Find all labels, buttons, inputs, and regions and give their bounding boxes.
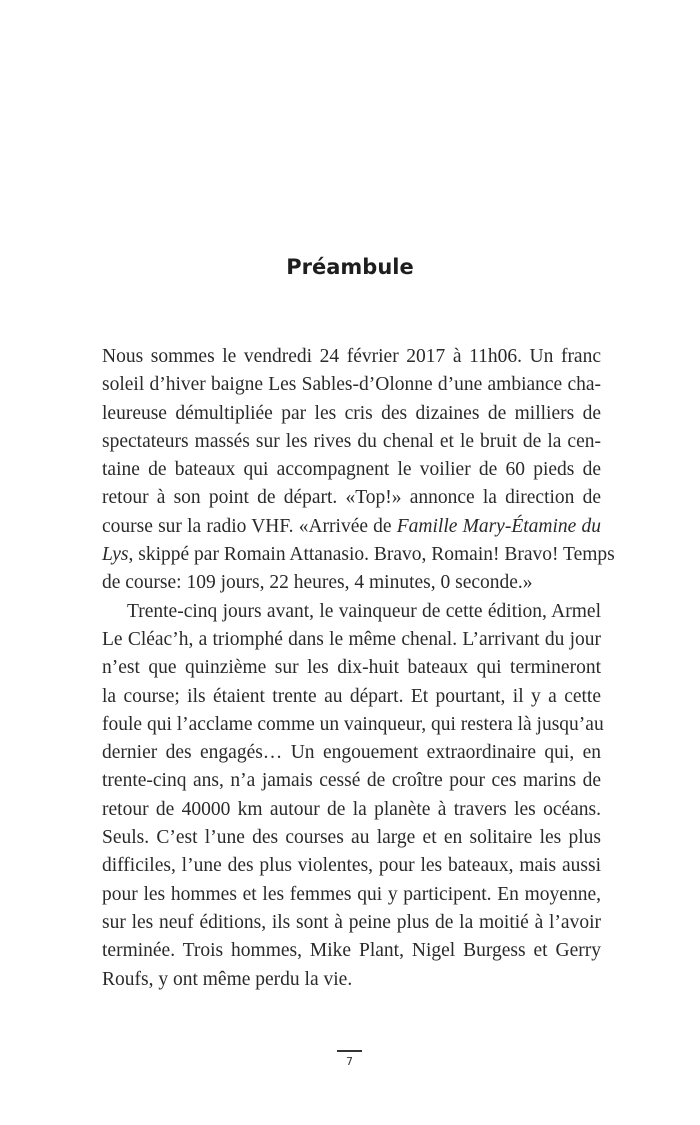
- text-line: retour de 40000 km autour de la planète à travers les océans.: [102, 798, 601, 820]
- text-line: [102, 541, 615, 569]
- text-line: difficiles, l’une des plus violentes, pour les bateaux, mais aussi: [102, 855, 601, 877]
- text-line: Le Cléac’h, a triomphé dans le même chenal. L’arrivant du jour: [102, 628, 601, 650]
- page-number: 7: [346, 1055, 353, 1068]
- text-line: pour les hommes et les femmes qui y participent. En moyenne,: [102, 883, 601, 905]
- text-segment: course sur la radio VHF. «Arrivée de: [102, 515, 397, 537]
- text-line: leureuse démultipliée par les cris des dizaines de milliers de: [102, 402, 601, 424]
- text-line: soleil d’hiver baigne Les Sables-d’Olonne d’une ambiance cha-: [102, 374, 601, 396]
- text-line: terminée. Trois hommes, Mike Plant, Nigel Burgess et Gerry: [102, 940, 601, 962]
- paragraph-2: [102, 598, 604, 994]
- text-line: sur les neuf éditions, ils sont à peine plus de la moitié à l’avoir: [102, 911, 601, 933]
- paragraph-1: [102, 343, 615, 598]
- text-line: dernier des engagés… Un engouement extraordinaire qui, en: [102, 742, 601, 764]
- chapter-title: Préambule: [286, 255, 414, 279]
- text-line: spectateurs massés sur les rives du chenal et le bruit de la cen-: [102, 430, 601, 452]
- text-line: Nous sommes le vendredi 24 février 2017 à 11h06. Un franc: [102, 346, 601, 367]
- text-line: retour à son point de départ. «Top!» annonce la direction de: [102, 487, 601, 509]
- text-line: Trente-cinq jours avant, le vainqueur de cette édition, Armel: [127, 600, 601, 622]
- text-line: Roufs, y ont même perdu la vie.: [102, 968, 353, 990]
- text-line: la course; ils étaient trente au départ. Et pourtant, il y a cette: [102, 685, 601, 707]
- text-line: [102, 513, 601, 541]
- text-line: Seuls. C’est l’une des courses au large et en solitaire les plus: [102, 827, 601, 849]
- text-segment: , skippé par Romain Attanasio. Bravo, Romain! Bravo! Temps: [128, 544, 615, 566]
- text-line: de course: 109 jours, 22 heures, 4 minutes, 0 seconde.»: [102, 572, 533, 594]
- boat-name-italic: Lys: [102, 544, 129, 566]
- text-line: n’est que quinzième sur les dix-huit bateaux qui termineront: [102, 657, 601, 679]
- text-line: trente-cinq ans, n’a jamais cessé de croître pour ces marins de: [102, 770, 601, 792]
- text-line: foule qui l’acclame comme un vainqueur, qui restera là jusqu’au: [102, 713, 604, 735]
- boat-name-italic: Famille Mary-Étamine du: [396, 515, 601, 537]
- page-number-rule: [337, 1050, 362, 1052]
- chapter-body: [102, 343, 615, 994]
- text-line: taine de bateaux qui accompagnent le voilier de 60 pieds de: [102, 459, 601, 481]
